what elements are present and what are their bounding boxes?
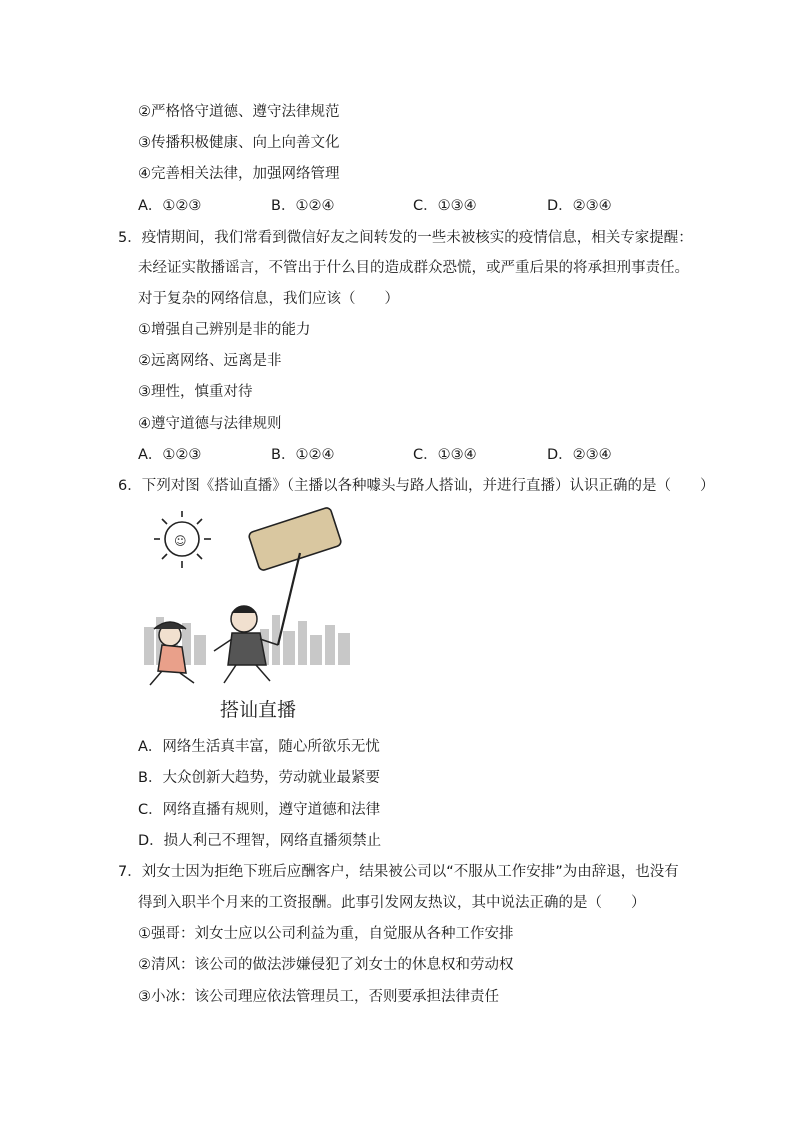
q5-stem-line-1: 5．疫情期间，我们常看到微信好友之间转发的一些未被核实的疫情信息，相关专家提醒： <box>118 230 693 246</box>
q4-option-b: B．①②④ <box>271 198 335 214</box>
q5-stem-line-2: 未经证实散播谣言，不管出于什么目的造成群众恐慌，或严重后果的将承担刑事责任。 <box>138 260 689 276</box>
cartoon-illustration <box>140 505 355 725</box>
q7-item-1: ①强哥：刘女士应以公司利益为重，自觉服从各种工作安排 <box>138 926 514 942</box>
q4-option-c: C．①③④ <box>413 198 477 214</box>
q5-item-1: ①增强自己辨别是非的能力 <box>138 322 311 338</box>
q6-option-a: A．网络生活真丰富，随心所欲乐无忧 <box>138 739 380 755</box>
q5-item-2: ②远离网络、远离是非 <box>138 353 282 369</box>
q4-item-4: ④完善相关法律，加强网络管理 <box>138 166 340 182</box>
sun-icon <box>154 511 211 568</box>
q7-item-2: ②清风：该公司的做法涉嫌侵犯了刘女士的休息权和劳动权 <box>138 957 514 973</box>
q7-stem-line-2: 得到入职半个月来的工资报酬。此事引发网友热议，其中说法正确的是（ ） <box>138 895 646 911</box>
q5-stem-line-3: 对于复杂的网络信息，我们应该（ ） <box>138 291 399 307</box>
q5-option-d: D．②③④ <box>547 447 612 463</box>
q5-option-b: B．①②④ <box>271 447 335 463</box>
q6-stem: 6．下列对图《搭讪直播》（主播以各种噱头与路人搭讪，并进行直播）认识正确的是（ ） <box>118 478 715 494</box>
q6-option-b: B．大众创新大趋势，劳动就业最紧要 <box>138 770 380 786</box>
cartoon-caption: 搭讪直播 <box>220 699 297 721</box>
q4-option-d: D．②③④ <box>547 198 612 214</box>
q6-option-d: D．损人利己不理智，网络直播须禁止 <box>138 833 382 849</box>
phone-icon <box>248 507 342 645</box>
svg-text:☺: ☺ <box>174 534 187 548</box>
q5-option-a: A．①②③ <box>138 447 202 463</box>
q5-option-c: C．①③④ <box>413 447 477 463</box>
q4-item-3: ③传播积极健康、向上向善文化 <box>138 135 340 151</box>
q5-item-3: ③理性，慎重对待 <box>138 384 253 400</box>
q6-option-c: C．网络直播有规则，遵守道德和法律 <box>138 802 381 818</box>
q7-item-3: ③小冰：该公司理应依法管理员工，否则要承担法律责任 <box>138 989 499 1005</box>
cartoon-image <box>140 505 355 725</box>
q7-stem-line-1: 7．刘女士因为拒绝下班后应酬客户，结果被公司以“不服从工作安排”为由辞退，也没有 <box>118 864 679 880</box>
q5-item-4: ④遵守道德与法律规则 <box>138 416 282 432</box>
q4-option-a: A．①②③ <box>138 198 202 214</box>
q4-item-2: ②严格恪守道德、遵守法律规范 <box>138 104 340 120</box>
